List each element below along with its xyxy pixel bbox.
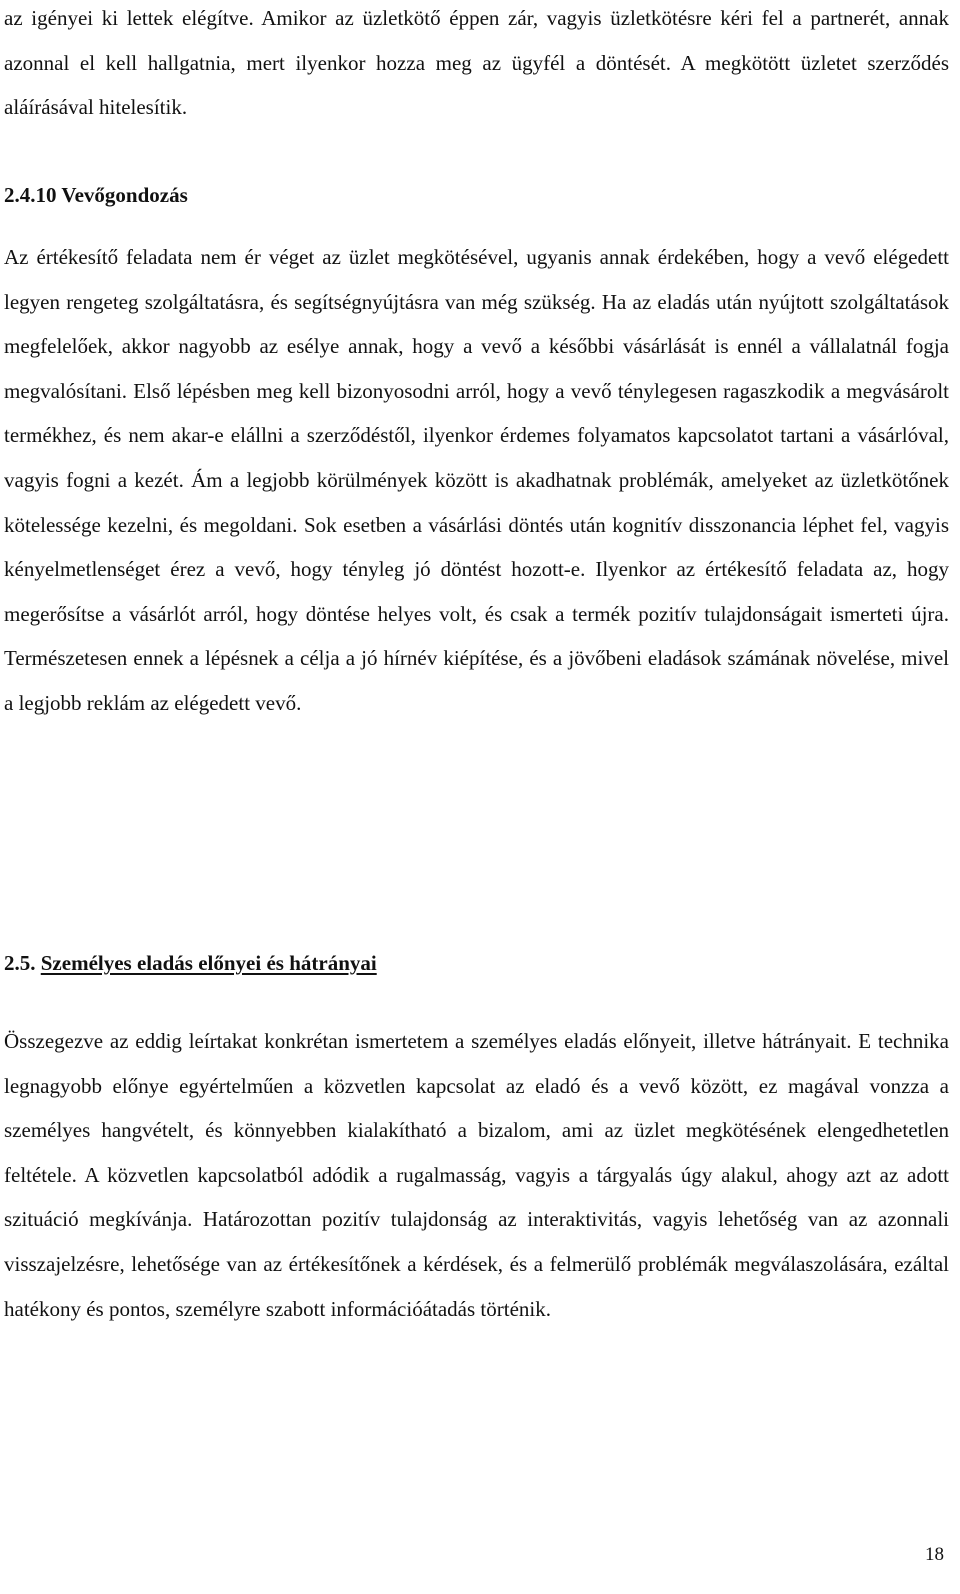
szemelyes-eladas-paragraph: Összegezve az eddig leírtakat konkrétan ismertetem a személyes eladás előnyeit, illetve hátrányait. E technika legnagyobb előnye egyértelműen a közvetlen kapcsolat az eladó és a vevő között, ez magával vonzza a személyes hangvételt, és könnyebben kialakítható a bizalom, ami az üzlet megkötésének elengedhetetlen feltétele. A közvetlen kapcsolatból adódik a rugalmasság, vagyis a tárgyalás úgy alakul, ahogy azt az adott szituáció megkívánja. Határozottan pozitív tulajdonság az interaktivitás, vagyis lehetőség van az azonnali visszajelzésre, lehetősége van az értékesítőnek a kérdések, és a felmerülő problémák megválaszolására, ezáltal hatékony és pontos, személyre szabott információátadás történik. bbox=[4, 1029, 949, 1321]
section-heading-szemelyes-eladas bbox=[4, 948, 377, 978]
section-number: 2.5. bbox=[4, 951, 36, 975]
section-heading-vevogondozas: 2.4.10 Vevőgondozás bbox=[4, 183, 188, 207]
intro-paragraph: az igényei ki lettek elégítve. Amikor az üzletkötő éppen zár, vagyis üzletkötésre kéri fel a partnerét, annak azonnal el kell hallgatnia, mert ilyenkor hozza meg az ügyfél a döntését. A megkötött üzletet szerződés aláírásával hitelesítik. bbox=[4, 6, 949, 120]
section-title: Személyes eladás előnyei és hátrányai bbox=[40, 951, 377, 975]
page-number: 18 bbox=[925, 1544, 944, 1565]
vevogondozas-paragraph: Az értékesítő feladata nem ér véget az üzlet megkötésével, ugyanis annak érdekében, hogy a vevő elégedett legyen rengeteg szolgáltatásra, és segítségnyújtásra van még szükség. Ha az eladás után nyújtott szolgáltatások megfelelőek, akkor nagyobb az esélye annak, hogy a vevő a későbbi vásárlását is ennél a vállalatnál fogja megvalósítani. Első lépésben meg kell bizonyosodni arról, hogy a vevő ténylegesen ragaszkodik a megvásárolt termékhez, és nem akar-e elállni a szerződéstől, ilyenkor érdemes folyamatos kapcsolatot tartani a vásárlóval, vagyis fogni a kezét. Ám a legjobb körülmények között is akadhatnak problémák, amelyeket az üzletkötőnek kötelessége kezelni, és megoldani. Sok esetben a vásárlási döntés után kognitív disszonancia léphet fel, vagyis kényelmetlenséget érez a vevő, hogy tényleg jó döntést hozott-e. Ilyenkor az értékesítő feladata az, hogy megerősítse a vásárlót arról, hogy döntése helyes volt, és csak a termék pozitív tulajdonságait ismerteti újra. Természetesen ennek a lépésnek a célja a jó hírnév kiépítése, és a jövőbeni eladások számának növelése, mivel a legjobb reklám az elégedett vevő. bbox=[4, 245, 949, 715]
